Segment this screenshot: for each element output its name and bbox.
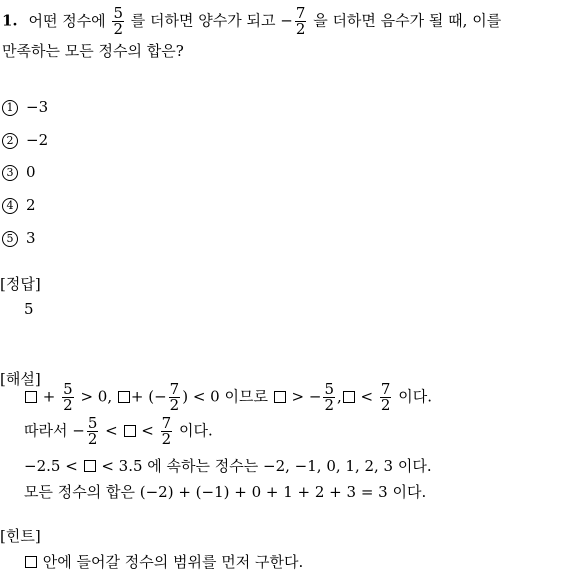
fraction-five-halves bbox=[112, 6, 124, 37]
blank-box-icon bbox=[84, 460, 96, 472]
option-4[interactable] bbox=[2, 196, 36, 214]
expr-text: < 3.5 에 속하는 정수는 −2, −1, 0, 1, 2, 3 이다. bbox=[101, 457, 432, 475]
blank-box-icon bbox=[124, 425, 136, 437]
fraction bbox=[323, 382, 335, 413]
expr-text: 따라서 − bbox=[24, 421, 85, 440]
fraction-denominator: 2 bbox=[324, 396, 334, 414]
expr-text: < bbox=[141, 421, 154, 440]
fraction-numerator: 7 bbox=[295, 4, 306, 22]
fraction-seven-halves bbox=[295, 6, 307, 37]
expr-text: > − bbox=[291, 387, 322, 406]
question-text-2: 를 더하면 양수가 되고 bbox=[130, 11, 276, 30]
expr-text: 이다. bbox=[398, 387, 432, 406]
expr-text: −2.5 < bbox=[24, 457, 78, 475]
explanation-title: [해설] bbox=[0, 370, 41, 388]
option-2[interactable] bbox=[2, 131, 48, 149]
fraction-denominator: 2 bbox=[169, 396, 180, 414]
hint-title: [힌트] bbox=[0, 527, 41, 545]
fraction-denominator: 2 bbox=[113, 20, 123, 38]
fraction bbox=[62, 382, 74, 413]
fraction-denominator: 2 bbox=[63, 396, 73, 414]
blank-box-icon bbox=[25, 556, 37, 568]
blank-box-icon bbox=[118, 391, 130, 403]
fraction bbox=[87, 416, 99, 447]
blank-box-icon bbox=[343, 391, 355, 403]
expr-text: + (− bbox=[130, 387, 167, 406]
expr-text: < bbox=[105, 421, 118, 440]
negative-sign: − bbox=[280, 11, 293, 30]
fraction-denominator: 2 bbox=[161, 430, 172, 448]
question-number: 1. bbox=[2, 11, 18, 30]
fraction-numerator: 7 bbox=[161, 414, 172, 432]
option-marker: 5 bbox=[2, 231, 18, 247]
expr-text: + bbox=[42, 387, 56, 406]
expr-text: , bbox=[336, 387, 342, 406]
option-value: 0 bbox=[26, 163, 36, 181]
blank-box-icon bbox=[25, 391, 37, 403]
option-1[interactable] bbox=[2, 98, 48, 116]
question-text-1: 어떤 정수에 bbox=[28, 11, 106, 30]
option-marker: 1 bbox=[2, 100, 18, 116]
expr-text: > 0, bbox=[80, 387, 113, 406]
fraction-numerator: 5 bbox=[324, 380, 334, 398]
option-3[interactable] bbox=[2, 163, 36, 181]
option-value: 2 bbox=[26, 196, 36, 214]
option-value: 3 bbox=[26, 229, 36, 247]
fraction-denominator: 2 bbox=[87, 430, 98, 448]
fraction bbox=[161, 416, 173, 447]
explanation-line-3 bbox=[24, 455, 432, 476]
explanation-line-4: 모든 정수의 합은 (−2) + (−1) + 0 + 1 + 2 + 3 = 3 이다. bbox=[24, 483, 427, 501]
fraction-denominator: 2 bbox=[380, 396, 391, 414]
fraction-numerator: 7 bbox=[380, 380, 391, 398]
fraction-numerator: 5 bbox=[113, 4, 123, 22]
expr-text: 이다. bbox=[178, 421, 213, 440]
answer-title: [정답] bbox=[0, 275, 41, 293]
fraction-numerator: 7 bbox=[169, 380, 180, 398]
expr-text: < bbox=[360, 387, 374, 406]
option-value: −3 bbox=[26, 98, 49, 116]
option-marker: 2 bbox=[2, 133, 18, 149]
option-value: −2 bbox=[26, 131, 49, 149]
option-5[interactable] bbox=[2, 229, 36, 247]
option-marker: 3 bbox=[2, 165, 18, 181]
blank-box-icon bbox=[274, 391, 286, 403]
expr-text: ) < 0 이므로 bbox=[182, 387, 268, 406]
answer-value: 5 bbox=[24, 300, 34, 318]
question-line-2: 만족하는 모든 정수의 합은? bbox=[2, 42, 184, 60]
hint-text: 안에 들어갈 정수의 범위를 먼저 구한다. bbox=[42, 553, 304, 571]
question-text-3: 을 더하면 음수가 될 때, 이를 bbox=[313, 11, 502, 30]
explanation-line-2 bbox=[24, 416, 213, 447]
fraction-numerator: 5 bbox=[87, 414, 98, 432]
fraction-numerator: 5 bbox=[63, 380, 73, 398]
explanation-line-1 bbox=[24, 382, 432, 413]
question-line-1 bbox=[2, 6, 501, 37]
fraction-denominator: 2 bbox=[295, 20, 306, 38]
fraction bbox=[169, 382, 181, 413]
option-marker: 4 bbox=[2, 198, 18, 214]
fraction bbox=[380, 382, 392, 413]
